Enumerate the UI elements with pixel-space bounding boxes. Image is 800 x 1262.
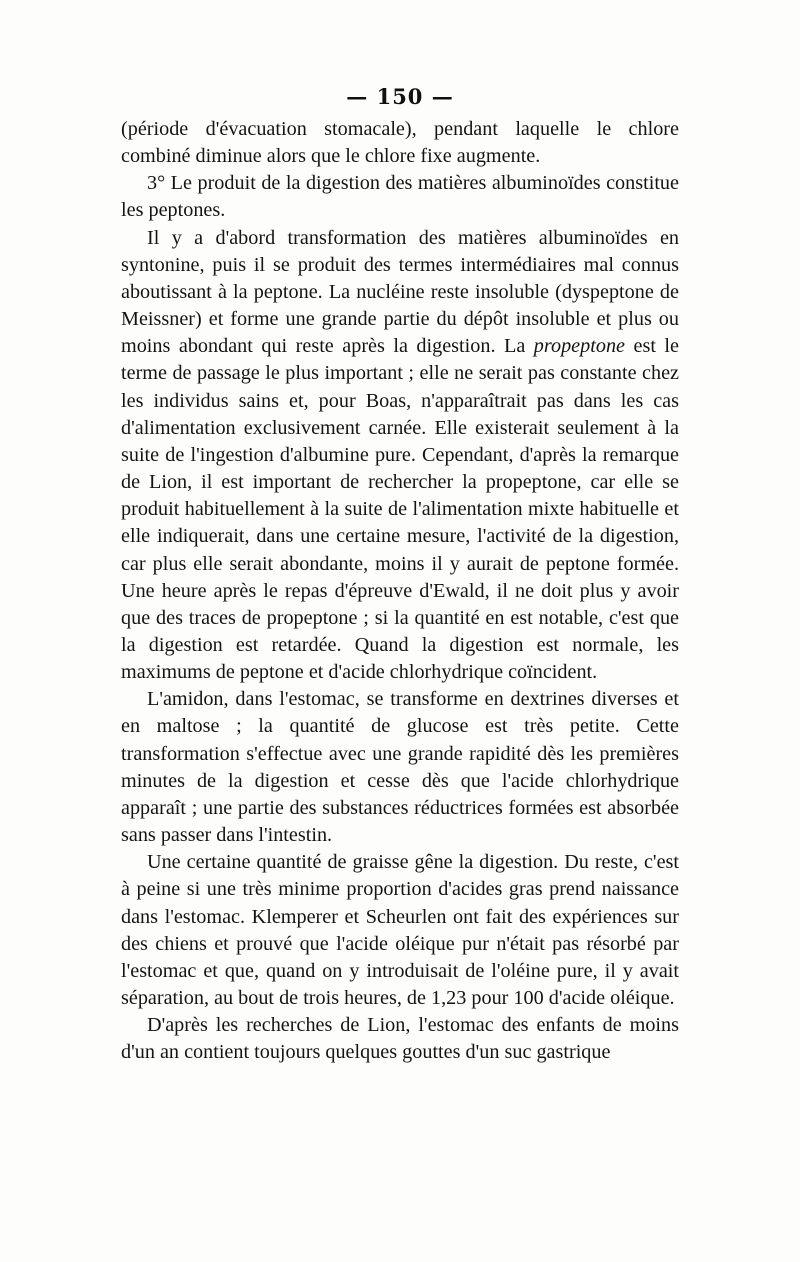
paragraph <box>121 686 679 849</box>
text-run: 3° Le produit de la digestion des matières albuminoïdes constitue les peptones. <box>121 172 679 222</box>
paragraph <box>121 170 679 224</box>
text-run: (période d'évacuation stomacale), pendant laquelle le chlore combiné diminue alors que le chlore fixe augmente. <box>121 118 679 168</box>
text-run: est le terme de passage le plus important ; elle ne serait pas constante chez les individus sains et, pour Boas, n'apparaîtrait pas dans les cas d'alimentation exclusivement carnée. Elle existerait seulement à la suite de l'ingestion d'albumine pure. Cependant, d'après la remarque de Lion, il est important de rechercher la propeptone, car elle se produit habituellement à la suite de l'alimentation mixte habituelle et elle indiquerait, dans une certaine mesure, l'activité de la digestion, car plus elle serait abondante, moins il y aurait de peptone formée. Une heure après le repas d'épreuve d'Ewald, il ne doit plus y avoir que des traces de propeptone ; si la quantité en est notable, c'est que la digestion est retardée. Quand la digestion est normale, les maximums de peptone et d'acide chlorhydrique coïncident. <box>121 335 679 684</box>
paragraph <box>121 1012 679 1066</box>
text-run: L'amidon, dans l'estomac, se transforme en dextrines diverses et en maltose ; la quantité de glucose est très petite. Cette transformation s'effectue avec une grande rapidité dès les premières minutes de la digestion et cesse dès que l'acide chlorhydrique apparaît ; une partie des substances réductrices formées est absorbée sans passer dans l'intestin. <box>121 688 679 847</box>
text-run: Il y a d'abord transformation des matières albuminoïdes en syntonine, puis il se produit des termes intermédiaires mal connus aboutissant à la peptone. La nucléine reste insoluble (dyspeptone de Meissner) et forme une grande partie du dépôt insoluble et plus ou moins abondant qui reste après la digestion. La <box>121 226 679 358</box>
italic-term: propeptone <box>533 335 625 358</box>
text-run: D'après les recherches de Lion, l'estomac des enfants de moins d'un an contient toujours quelques gouttes d'un suc gastrique <box>121 1014 679 1064</box>
text-run: Une certaine quantité de graisse gêne la digestion. Du reste, c'est à peine si une très minime proportion d'acides gras prend naissance dans l'estomac. Klemperer et Scheurlen ont fait des expériences sur des chiens et prouvé que l'acide oléique pur n'était pas résorbé par l'estomac et que, quand on y introduisait de l'oléine pure, il y avait séparation, au bout de trois heures, de 1,23 pour 100 d'acide oléique. <box>121 851 679 1009</box>
paragraph <box>121 225 679 687</box>
paragraph <box>121 116 679 170</box>
paragraph <box>121 849 679 1012</box>
body-text <box>121 116 679 1066</box>
page-number: — 150 — <box>346 84 454 109</box>
